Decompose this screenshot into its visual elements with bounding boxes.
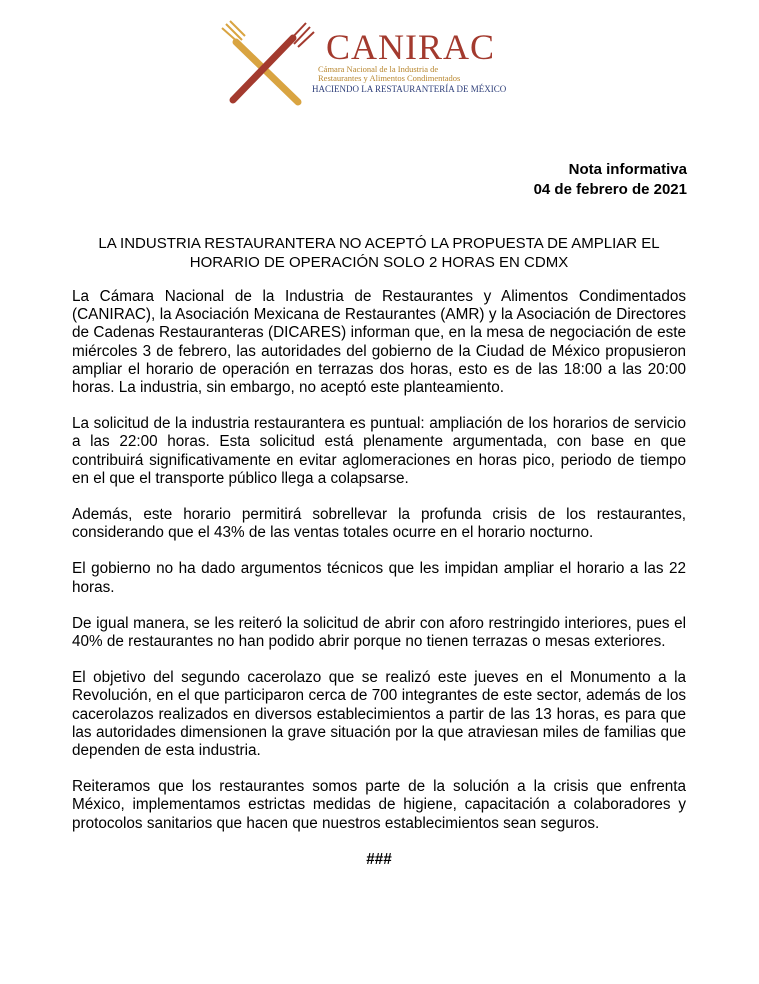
logo-tagline: HACIENDO LA RESTAURANTERÍA DE MÉXICO bbox=[312, 84, 507, 94]
paragraph: La Cámara Nacional de la Industria de Restaurantes y Alimentos Condimentados (CANIRAC), la Asociación Mexicana de Restaurantes (AMR) y la Asociación de Directores de Cadenas Restauranteras (DICARES) informan que, en la mesa de negociación de este miércoles 3 de febrero, las autoridades del gobierno de la Ciudad de México propusieron ampliar el horario de operación en terrazas dos horas, esto es de las 18:00 a las 20:00 horas. La industria, sin embargo, no aceptó este planteamiento. bbox=[72, 288, 686, 397]
paragraph: La solicitud de la industria restaurantera es puntual: ampliación de los horarios de servicio a las 22:00 horas. Esta solicitud está plenamente argumentada, con base en que contribuirá significativamente en evitar aglomeraciones en horas pico, periodo de tiempo en el que el transporte público llega a colapsarse. bbox=[72, 415, 686, 487]
paragraph: El gobierno no ha dado argumentos técnicos que les impidan ampliar el horario a las 22 horas. bbox=[72, 560, 686, 596]
paragraph: De igual manera, se les reiteró la solicitud de abrir con aforo restringido interiores, pues el 40% de restaurantes no han podido abrir porque no tienen terrazas o mesas exteriores. bbox=[72, 614, 686, 651]
document-title: LA INDUSTRIA RESTAURANTERA NO ACEPTÓ LA PROPUESTA DE AMPLIAR EL HORARIO DE OPERACIÓN SOLO 2 HORAS EN CDMX bbox=[98, 235, 660, 271]
canirac-logo bbox=[218, 20, 507, 110]
document-body bbox=[72, 288, 686, 887]
logo-name: CANIRAC bbox=[326, 27, 496, 67]
crossed-forks-icon bbox=[218, 20, 318, 110]
logo-subtitle: Restaurantes y Alimentos Condimentados bbox=[318, 73, 461, 83]
note-type: Nota informativa bbox=[568, 161, 687, 178]
paragraph: El objetivo del segundo cacerolazo que se realizó este jueves en el Monumento a la Revolución, en el que participaron cerca de 700 integrantes de este sector, además de los cacerolazos realizados en diversos establecimientos a partir de las 13 horas, es para que las autoridades dimensionen la grave situación por la que atraviesan miles de familias que dependen de esta industria. bbox=[72, 669, 686, 760]
logo-subtitle: Cámara Nacional de la Industria de bbox=[318, 64, 439, 74]
paragraph: Además, este horario permitirá sobrellevar la profunda crisis de los restaurantes, considerando que el 43% de las ventas totales ocurre en el horario nocturno. bbox=[72, 506, 686, 542]
paragraph: Reiteramos que los restaurantes somos parte de la solución a la crisis que enfrenta México, implementamos estrictas medidas de higiene, capacitación a colaboradores y protocolos sanitarios que hacen que nuestros establecimientos sean seguros. bbox=[72, 778, 686, 832]
note-header bbox=[534, 160, 687, 200]
end-mark: ### bbox=[366, 850, 392, 868]
note-date: 04 de febrero de 2021 bbox=[533, 181, 687, 198]
